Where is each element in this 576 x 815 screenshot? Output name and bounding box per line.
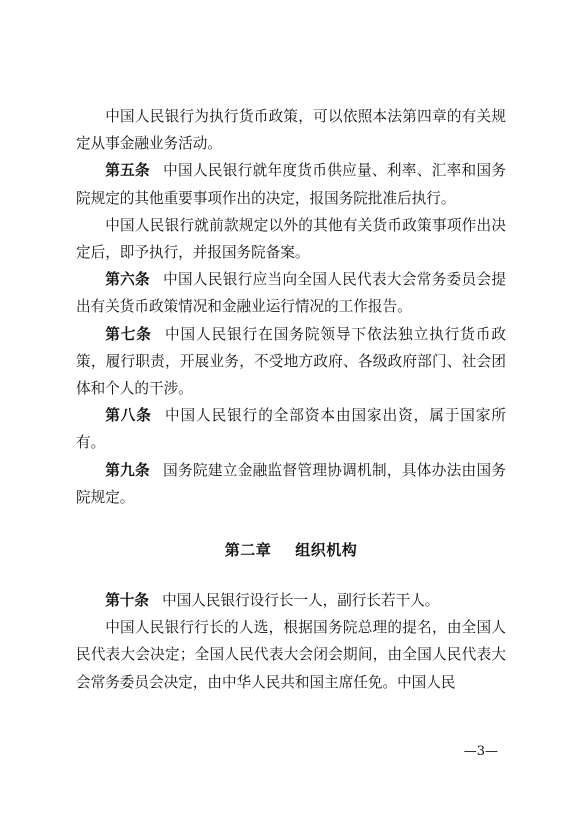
paragraph-text: 中国人民银行行长的人选，根据国务院总理的提名，由全国人民代表大会决定；全国人民代表大会闭会期间，由全国人民代表大会常务委员会决定，由中华人民共和国主席任免。中国人民: [76, 619, 506, 691]
article-9: [76, 457, 506, 511]
article-10-paragraph-2: [76, 614, 506, 696]
paragraph-1: [76, 103, 506, 157]
article-number: 第九条: [105, 461, 150, 479]
paragraph-text: 国务院建立金融监督管理协调机制，具体办法由国务院规定。: [76, 461, 506, 506]
article-number: 第六条: [105, 271, 150, 289]
paragraph-text: 中国人民银行设行长一人，副行长若干人。: [162, 592, 440, 610]
chapter-number: 第二章: [224, 541, 272, 560]
article-7: [76, 321, 506, 403]
paragraph-text: 中国人民银行在国务院领导下依法独立执行货币政策，履行职责，开展业务，不受地方政府、各级政府部门、社会团体和个人的干涉。: [76, 325, 506, 398]
article-5: [76, 157, 506, 211]
article-6: [76, 266, 506, 320]
paragraph-text: 中国人民银行就前款规定以外的其他有关货币政策事项作出决定后，即予执行，并报国务院备案。: [76, 216, 506, 262]
chapter-title: 组织机构: [295, 541, 358, 560]
paragraph-text: 中国人民银行就年度货币供应量、利率、汇率和国务院规定的其他重要事项作出的决定，报国务院批准后执行。: [76, 162, 506, 207]
article-number: 第十条: [105, 592, 149, 610]
chapter-heading: [76, 537, 506, 563]
article-number: 第五条: [105, 162, 150, 180]
article-number: 第八条: [105, 407, 152, 425]
paragraph-text: 中国人民银行的全部资本由国家出资，属于国家所有。: [76, 407, 506, 452]
page-number: —3—: [463, 744, 498, 759]
article-8: [76, 402, 506, 456]
article-10: [76, 587, 506, 614]
paragraph-text: 中国人民银行应当向全国人民代表大会常务委员会提出有关货币政策情况和金融业运行情况的工作报告。: [76, 271, 506, 316]
article-5-paragraph-2: [76, 212, 506, 266]
article-number: 第七条: [105, 325, 152, 343]
document-body: [76, 103, 506, 696]
paragraph-text: 中国人民银行为执行货币政策，可以依照本法第四章的有关规定从事金融业务活动。: [76, 108, 506, 153]
